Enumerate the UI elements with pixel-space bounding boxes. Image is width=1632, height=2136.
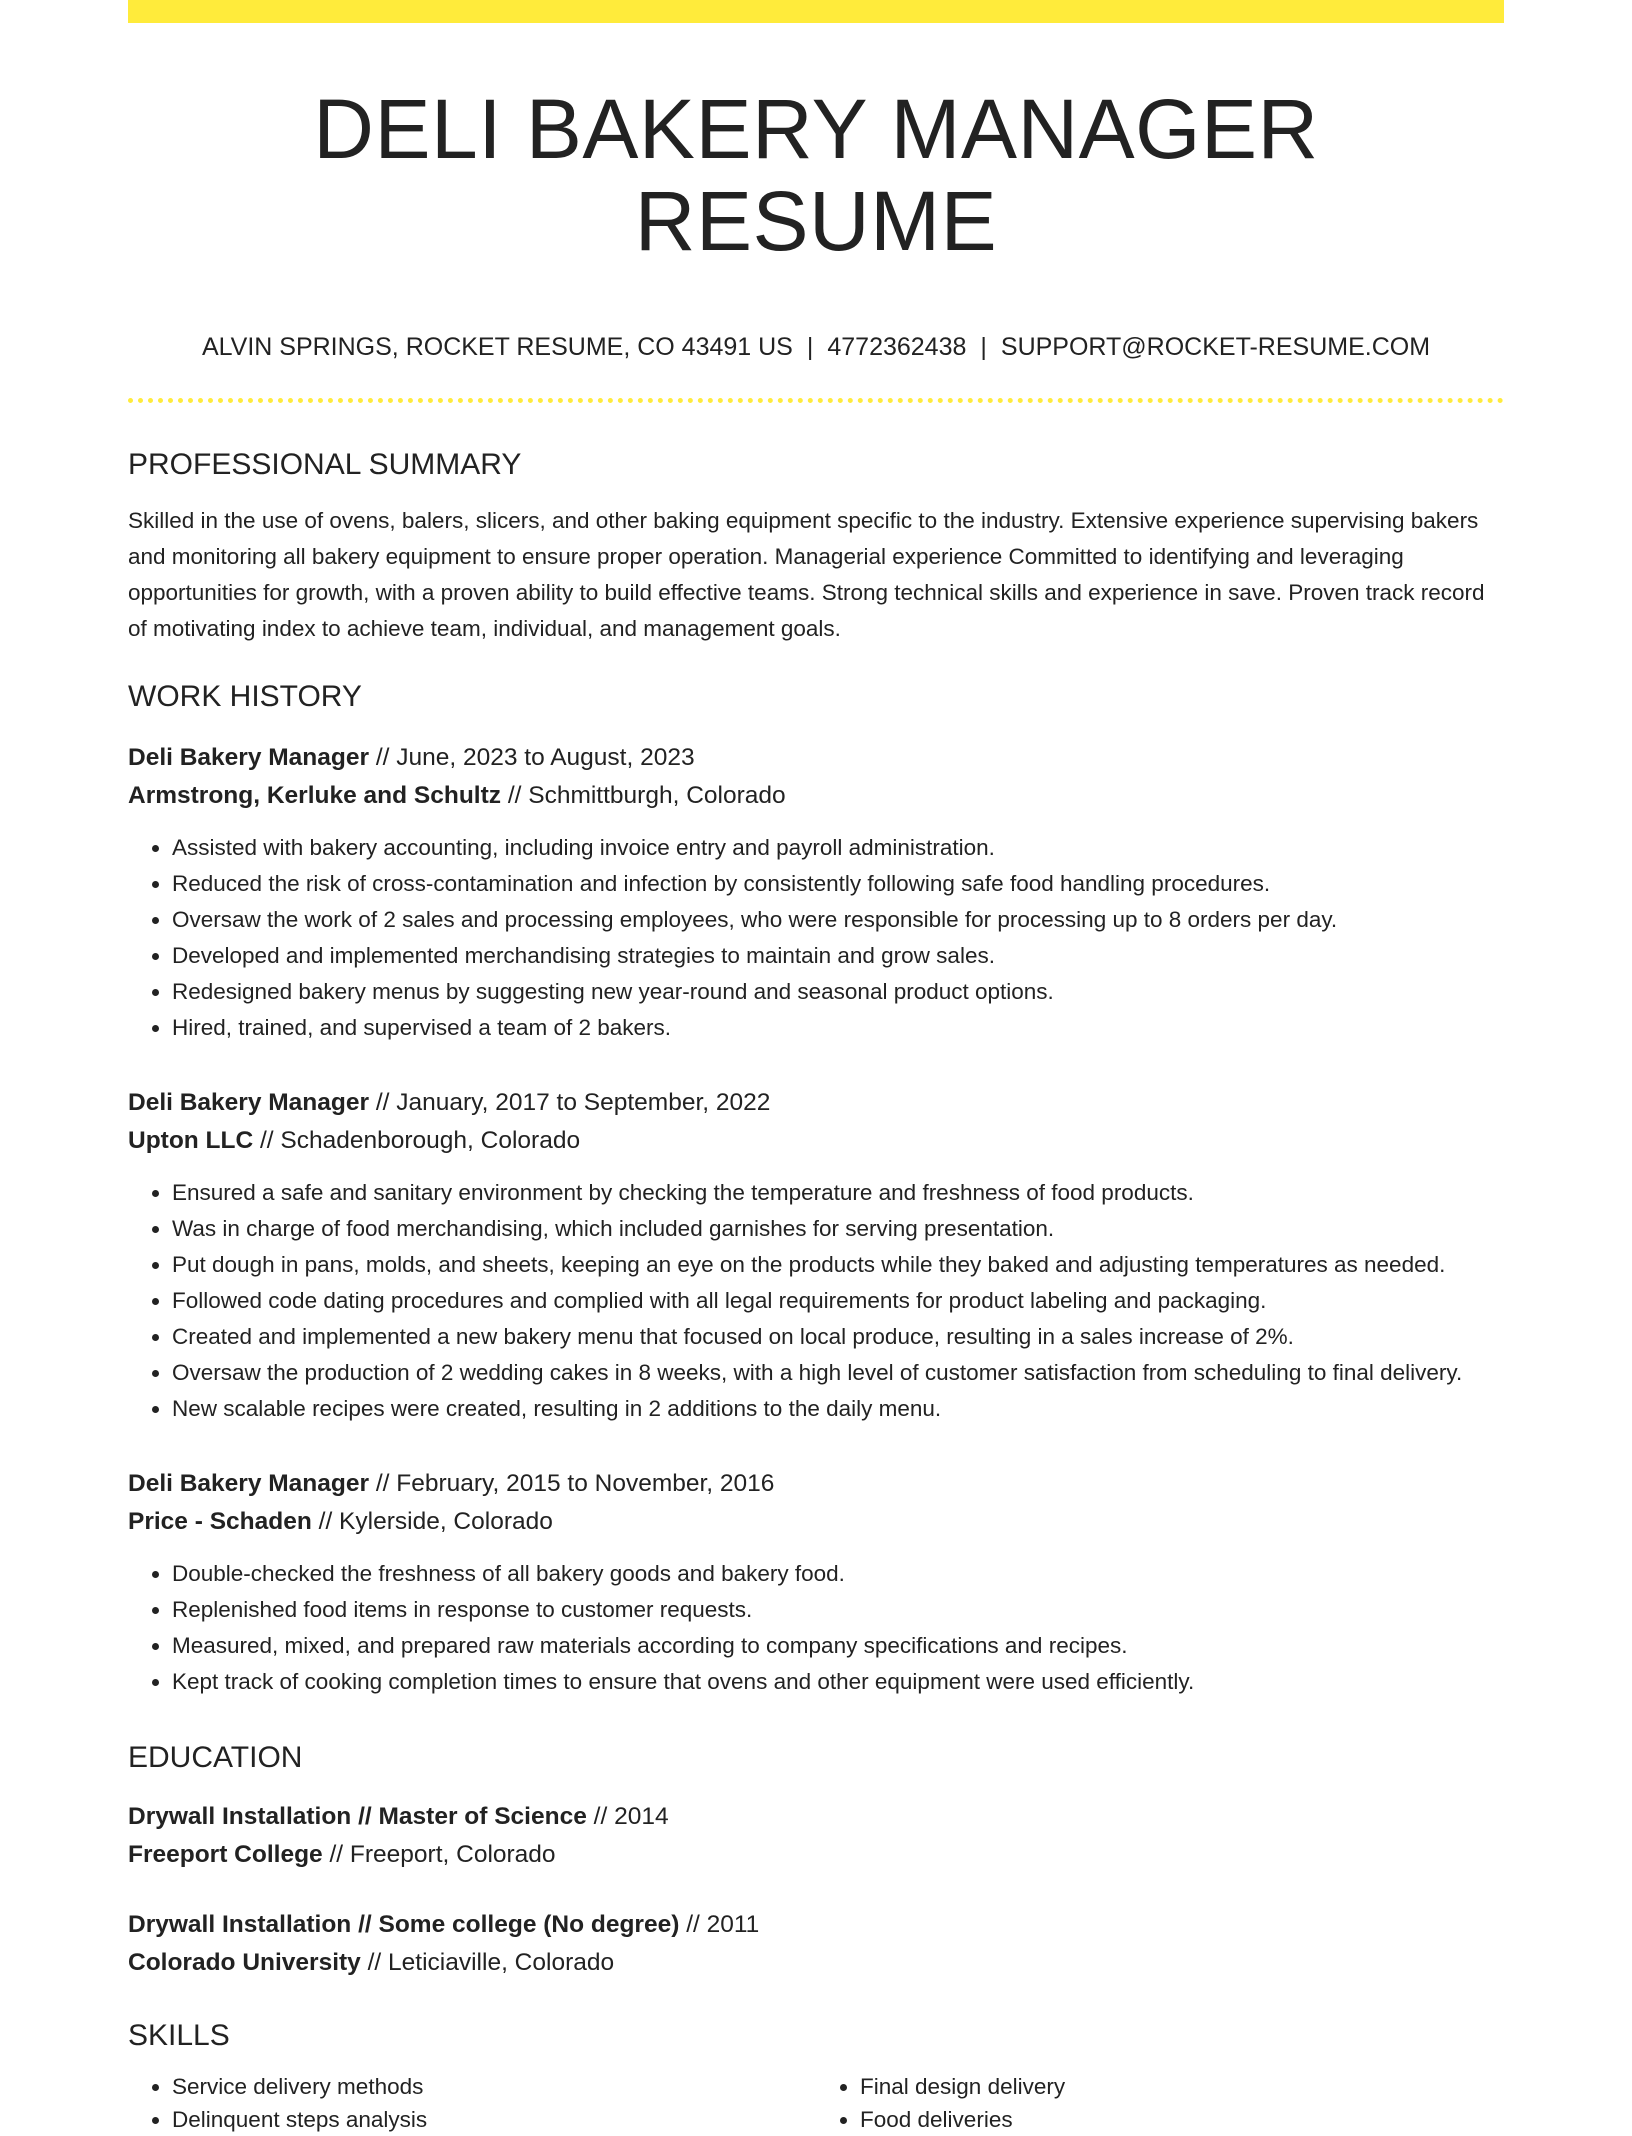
job-bullet: • Created and implemented a new bakery menu that focused on local produce, resulting in a sales increase of 2%. [172, 1319, 1504, 1355]
job-bullet: • Ensured a safe and sanitary environment by checking the temperature and freshness of food products. [172, 1175, 1504, 1211]
job-title: Deli Bakery Manager [128, 743, 370, 771]
job-entry [128, 1084, 1504, 1427]
job-bullets [128, 1175, 1504, 1427]
job-bullet: • New scalable recipes were created, resulting in 2 additions to the daily menu. [172, 1391, 1504, 1427]
job-bullet: • Oversaw the production of 2 wedding cakes in 8 weeks, with a high level of customer satisfaction from scheduling to final delivery. [172, 1355, 1504, 1391]
work-history-heading: WORK HISTORY [128, 679, 362, 713]
job-bullet: • Measured, mixed, and prepared raw materials according to company specifications and recipes. [172, 1628, 1504, 1664]
job-company-line [128, 777, 1504, 815]
contact-separator: | [806, 332, 814, 361]
job-bullets [128, 830, 1504, 1046]
dotted-divider [128, 398, 1504, 403]
job-dates: // June, 2023 to August, 2023 [369, 743, 695, 771]
skills-columns [128, 2070, 1504, 2136]
education-location: // Freeport, Colorado [322, 1840, 556, 1868]
job-bullet: • Reduced the risk of cross-contamination and infection by consistently following safe food handling procedures. [172, 866, 1504, 902]
job-bullet: • Kept track of cooking completion times to ensure that ovens and other equipment were used efficiently. [172, 1664, 1504, 1700]
education-degree: Drywall Installation // Master of Science [128, 1802, 587, 1830]
job-bullet: • Oversaw the work of 2 sales and processing employees, who were responsible for processing up to 8 orders per day. [172, 902, 1504, 938]
contact-separator: | [980, 332, 987, 361]
contact-phone: 4772362438 [827, 332, 967, 361]
job-title-line [128, 739, 1504, 777]
job-location: // Schadenborough, Colorado [253, 1126, 581, 1154]
job-company: Armstrong, Kerluke and Schultz [128, 781, 502, 809]
skill-item: • Delinquent steps analysis [172, 2103, 816, 2136]
education-location: // Leticiaville, Colorado [360, 1948, 615, 1976]
job-dates: // February, 2015 to November, 2016 [369, 1469, 775, 1497]
education-degree: Drywall Installation // Some college (No degree) [128, 1910, 680, 1938]
education-school: Colorado University [128, 1948, 361, 1976]
education-entry [128, 1906, 1504, 1982]
skill-item: • Service delivery methods [172, 2070, 816, 2103]
job-company-line [128, 1122, 1504, 1160]
job-bullet: • Assisted with bakery accounting, including invoice entry and payroll administration. [172, 830, 1504, 866]
skill-item: • Final design delivery [860, 2070, 1504, 2103]
education-degree-line [128, 1798, 1504, 1836]
job-bullet: • Double-checked the freshness of all bakery goods and bakery food. [172, 1556, 1504, 1592]
job-title-line [128, 1465, 1504, 1503]
education-year: // 2011 [679, 1910, 760, 1938]
resume-title: DELI BAKERY MANAGER RESUME [313, 82, 1319, 269]
job-bullet: • Redesigned bakery menus by suggesting new year-round and seasonal product options. [172, 974, 1504, 1010]
job-bullet: • Developed and implemented merchandising strategies to maintain and grow sales. [172, 938, 1504, 974]
job-bullets [128, 1556, 1504, 1700]
job-bullet: • Put dough in pans, molds, and sheets, keeping an eye on the products while they baked and adjusting temperatures as needed. [172, 1247, 1504, 1283]
contact-address: ALVIN SPRINGS, ROCKET RESUME, CO 43491 US [201, 332, 793, 361]
job-company-line [128, 1503, 1504, 1541]
education-degree-line [128, 1906, 1504, 1944]
job-entry [128, 739, 1504, 1046]
job-title-line [128, 1084, 1504, 1122]
job-company: Upton LLC [128, 1126, 254, 1154]
resume-page [128, 0, 1504, 2136]
summary-text: Skilled in the use of ovens, balers, slicers, and other baking equipment specific to the industry. Extensive experience supervising bakers and monitoring all bakery equipment to ensure proper operation. Managerial experience Committed to identifying and leveraging opportunities for growth, with a proven ability to build effective teams. Strong technical skills and experience in save. Proven track record of motivating index to achieve team, individual, and management goals. [128, 507, 1485, 641]
contact-email: SUPPORT@ROCKET-RESUME.COM [1000, 332, 1431, 361]
education-heading: EDUCATION [128, 1740, 303, 1774]
job-title: Deli Bakery Manager [128, 1088, 370, 1116]
education-school-line [128, 1944, 1504, 1982]
skills-left-column [128, 2070, 816, 2136]
education-school: Freeport College [128, 1840, 323, 1868]
top-accent-bar [128, 0, 1504, 23]
summary-heading: PROFESSIONAL SUMMARY [128, 447, 522, 481]
job-bullet: • Was in charge of food merchandising, which included garnishes for serving presentation. [172, 1211, 1504, 1247]
job-location: // Schmittburgh, Colorado [501, 781, 786, 809]
job-title: Deli Bakery Manager [128, 1469, 370, 1497]
job-dates: // January, 2017 to September, 2022 [369, 1088, 771, 1116]
job-location: // Kylerside, Colorado [311, 1507, 553, 1535]
contact-line [128, 332, 1504, 362]
education-entry [128, 1798, 1504, 1874]
skills-heading: SKILLS [128, 2018, 230, 2052]
education-school-line [128, 1836, 1504, 1874]
education-year: // 2014 [586, 1802, 669, 1830]
job-bullet: • Replenished food items in response to customer requests. [172, 1592, 1504, 1628]
job-entry [128, 1465, 1504, 1700]
job-bullet: • Hired, trained, and supervised a team of 2 bakers. [172, 1010, 1504, 1046]
job-bullet: • Followed code dating procedures and complied with all legal requirements for product labeling and packaging. [172, 1283, 1504, 1319]
skill-item: • Food deliveries [860, 2103, 1504, 2136]
job-company: Price - Schaden [128, 1507, 312, 1535]
skills-right-column [816, 2070, 1504, 2136]
